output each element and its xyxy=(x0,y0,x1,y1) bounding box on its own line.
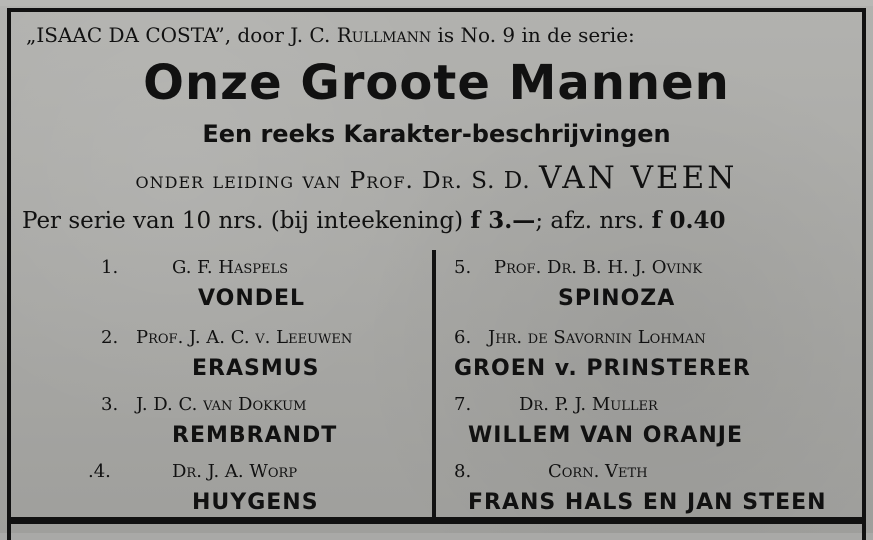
intro-tail: is No. 9 in de serie: xyxy=(431,23,635,47)
entry-number: 5. xyxy=(454,257,472,278)
list-item xyxy=(436,387,856,457)
series-title: Onze Groote Mannen xyxy=(143,55,730,111)
entry-author: J. D. C. van Dokkum xyxy=(136,394,307,415)
entry-subject: WILLEM VAN ORANJE xyxy=(468,423,743,448)
entry-subject: GROEN v. PRINSTERER xyxy=(454,356,751,381)
entry-number: 3. xyxy=(101,394,119,415)
price-line xyxy=(22,205,852,237)
entry-number: 7. xyxy=(454,394,472,415)
entry-author: Prof. J. A. C. v. Leeuwen xyxy=(136,327,353,348)
entry-subject: SPINOZA xyxy=(558,286,676,311)
entry-author: Corn. Veth xyxy=(548,461,648,482)
editor-prefix: onder leiding van Prof. Dr. S. D. xyxy=(135,168,531,194)
list-item xyxy=(436,320,856,390)
entry-subject: FRANS HALS EN JAN STEEN xyxy=(468,490,827,515)
list-item xyxy=(0,387,432,457)
price-tail: ; afz. nrs. xyxy=(535,208,652,234)
list-item xyxy=(0,250,432,320)
price-count: 10 xyxy=(181,208,212,234)
list-item xyxy=(0,320,432,390)
entry-number: .4. xyxy=(88,461,111,482)
series-intro xyxy=(26,23,806,47)
entry-number: 6. xyxy=(454,327,472,348)
entry-author: Prof. Dr. B. H. J. Ovink xyxy=(494,257,703,278)
editor-line xyxy=(0,160,873,196)
intro-lead: „ISAAC DA COSTA”, door J. C. xyxy=(26,23,337,47)
list-item xyxy=(436,250,856,320)
list-item xyxy=(0,454,432,524)
series-subtitle: Een reeks Karakter-beschrijvingen xyxy=(202,120,671,148)
entry-author: Dr. P. J. Muller xyxy=(519,394,658,415)
top-rule xyxy=(0,0,873,6)
next-advertisement-box xyxy=(7,520,866,540)
entry-subject: HUYGENS xyxy=(192,490,319,515)
series-price: f 3.— xyxy=(470,207,536,234)
editor-name: VAN VEEN xyxy=(539,160,738,196)
price-lead: Per serie van xyxy=(22,208,182,234)
single-price: f 0.40 xyxy=(651,207,726,234)
entry-author: Jhr. de Savornin Lohman xyxy=(488,327,706,348)
entry-number: 2. xyxy=(101,327,119,348)
entry-author: G. F. Haspels xyxy=(172,257,289,278)
entry-number: 8. xyxy=(454,461,472,482)
entry-subject: REMBRANDT xyxy=(172,423,338,448)
entry-number: 1. xyxy=(101,257,119,278)
entry-subject: VONDEL xyxy=(198,286,306,311)
entry-subject: ERASMUS xyxy=(192,356,320,381)
list-item xyxy=(436,454,856,524)
intro-author: Rullmann xyxy=(336,23,432,47)
entry-author: Dr. J. A. Worp xyxy=(172,461,298,482)
price-middle: nrs. (bij inteekening) xyxy=(211,208,471,234)
